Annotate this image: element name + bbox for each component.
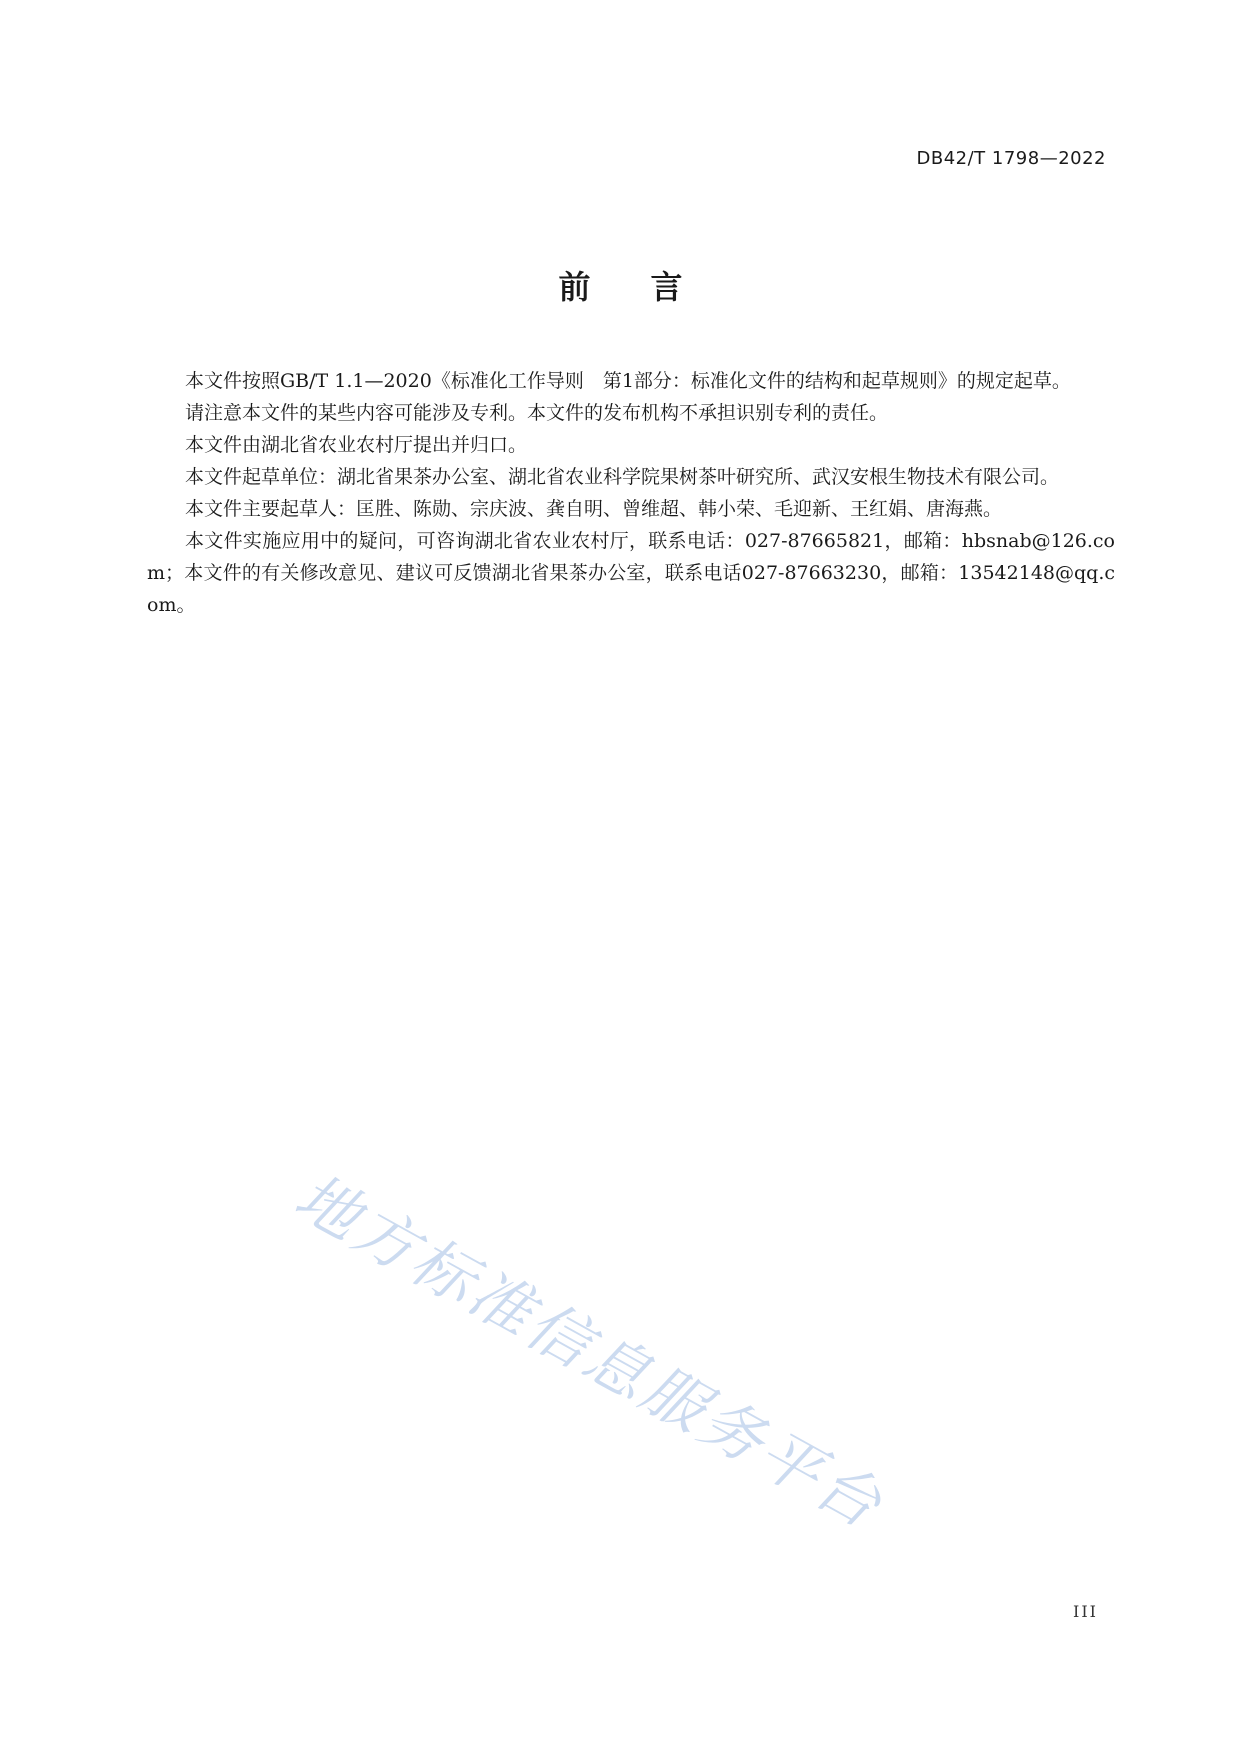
paragraph-drafting-rules: 本文件按照GB/T 1.1—2020《标准化工作导则 第1部分：标准化文件的结构和起草规则》的规定起草。 bbox=[185, 370, 1071, 392]
paragraph-proposer: 本文件由湖北省农业农村厅提出并归口。 bbox=[185, 434, 528, 456]
page-number: III bbox=[1073, 1602, 1098, 1621]
page-title: 前言 bbox=[558, 268, 743, 306]
paragraph-patent-notice: 请注意本文件的某些内容可能涉及专利。本文件的发布机构不承担识别专利的责任。 bbox=[185, 402, 889, 424]
paragraph-contact-info: 本文件实施应用中的疑问，可咨询湖北省农业农村厅，联系电话：027-87665821，邮箱：hbsnab@126.com；本文件的有关修改意见、建议可反馈湖北省果茶办公室，联系电话027-87663230，邮箱：13542148@qq.com。 bbox=[147, 530, 1115, 616]
foreword-body bbox=[147, 365, 1115, 621]
document-code: DB42/T 1798—2022 bbox=[916, 148, 1106, 169]
paragraph-drafters: 本文件主要起草人：匡胜、陈勋、宗庆波、龚自明、曾维超、韩小荣、毛迎新、王红娟、唐海燕。 bbox=[185, 498, 1003, 520]
watermark: 地方标准信息服务平台 bbox=[283, 1159, 896, 1544]
paragraph-drafting-units: 本文件起草单位：湖北省果茶办公室、湖北省农业科学院果树茶叶研究所、武汉安根生物技术有限公司。 bbox=[185, 466, 1060, 488]
